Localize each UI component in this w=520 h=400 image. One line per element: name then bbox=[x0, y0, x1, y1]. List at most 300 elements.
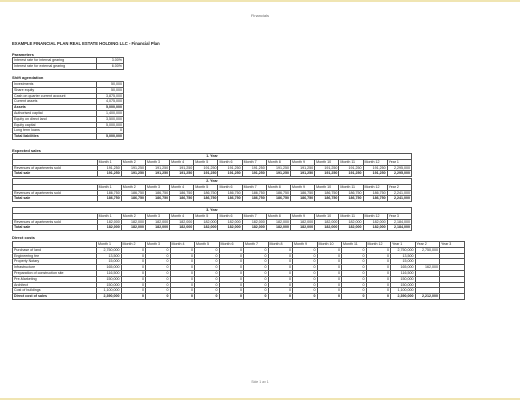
column-header: Month 2 bbox=[121, 213, 145, 219]
cell-value: 0 bbox=[317, 253, 342, 259]
column-header: Month 8 bbox=[268, 242, 293, 248]
cell-value: 0 bbox=[317, 259, 342, 265]
top-border bbox=[0, 0, 520, 2]
cell-value: 191,250 bbox=[97, 171, 121, 177]
cell-value: 150,000 bbox=[97, 282, 122, 288]
cell-value: 191,250 bbox=[242, 165, 266, 171]
cell-value: 2,212,000 bbox=[415, 294, 440, 300]
column-header: Month 9 bbox=[293, 242, 318, 248]
column-header: Month 11 bbox=[342, 242, 367, 248]
cell-value: 186,750 bbox=[266, 196, 290, 202]
year-title: 1. Year bbox=[13, 154, 412, 160]
expected-sales-heading: Expected sales bbox=[12, 148, 41, 153]
cell-value: 0 bbox=[195, 288, 220, 294]
cell-value: 182,000 bbox=[363, 225, 387, 231]
table-row bbox=[13, 63, 124, 69]
cell-value: 0 bbox=[170, 259, 195, 265]
cell-value: 0 bbox=[146, 276, 171, 282]
cell-value: 0 bbox=[293, 276, 318, 282]
cell-value: 0 bbox=[244, 288, 269, 294]
row-label: Assets bbox=[13, 105, 97, 111]
row-label: Equity capital bbox=[13, 122, 97, 128]
cell-value: 0 bbox=[244, 259, 269, 265]
cell-value: 0 bbox=[268, 294, 293, 300]
row-label: Purchase of land bbox=[13, 247, 97, 253]
cell-value: 1,100,000 bbox=[391, 288, 416, 294]
row-label: Investments bbox=[13, 82, 97, 88]
column-header: Month 8 bbox=[266, 159, 290, 165]
cell-value: 186,750 bbox=[194, 196, 218, 202]
column-header: Month 7 bbox=[242, 213, 266, 219]
cell-value: 186,750 bbox=[290, 190, 314, 196]
cell-value: 182,000 bbox=[194, 225, 218, 231]
row-label: Revenues of apartments sold bbox=[13, 219, 98, 225]
row-label: Cash on quarter current account bbox=[13, 93, 97, 99]
row-value: 6.00% bbox=[97, 63, 124, 69]
sales-table-year-1 bbox=[12, 153, 412, 177]
column-header: Year 3 bbox=[440, 242, 465, 248]
row-label: Engineering fee bbox=[13, 253, 97, 259]
cell-value: 182,000 bbox=[145, 219, 169, 225]
column-header: Month 10 bbox=[315, 213, 339, 219]
cell-value: 191,250 bbox=[315, 165, 339, 171]
column-header: Month 11 bbox=[339, 213, 363, 219]
cell-value: 182,000 bbox=[242, 225, 266, 231]
cell-value: 182,000 bbox=[145, 225, 169, 231]
cell-value: 186,750 bbox=[315, 196, 339, 202]
cell-value: 0 bbox=[317, 282, 342, 288]
cell-value: 0 bbox=[293, 270, 318, 276]
cell-value: 182,000 bbox=[97, 225, 121, 231]
column-header: Year 1 bbox=[391, 242, 416, 248]
cell-value: 0 bbox=[268, 259, 293, 265]
column-header: Month 7 bbox=[242, 184, 266, 190]
cell-value: 0 bbox=[268, 288, 293, 294]
cell-value: 186,750 bbox=[145, 196, 169, 202]
row-label: Direct cost of sales bbox=[13, 294, 97, 300]
row-value: 5,000,000 bbox=[97, 122, 124, 128]
cell-value: 0 bbox=[293, 247, 318, 253]
cell-value: 182,000 bbox=[266, 219, 290, 225]
cell-value: 191,250 bbox=[315, 171, 339, 177]
cell-value: 0 bbox=[195, 270, 220, 276]
cell-value: 182,000 bbox=[290, 219, 314, 225]
cell-value: 150,000 bbox=[391, 276, 416, 282]
cell-value: 182,000 bbox=[194, 219, 218, 225]
row-value: 3,875,000 bbox=[97, 93, 124, 99]
cell-value: 182,000 bbox=[315, 219, 339, 225]
cell-value: 191,250 bbox=[121, 165, 145, 171]
row-label: Cost of buildings bbox=[13, 288, 97, 294]
cell-value: 0 bbox=[342, 247, 367, 253]
cell-value: 0 bbox=[170, 253, 195, 259]
cell-value: 0 bbox=[219, 294, 244, 300]
cell-value: 0 bbox=[146, 294, 171, 300]
column-header: Month 3 bbox=[145, 159, 169, 165]
cell-value: 0 bbox=[195, 282, 220, 288]
cell-value: 0 bbox=[293, 288, 318, 294]
cell-value: 0 bbox=[366, 259, 391, 265]
table-row bbox=[13, 171, 412, 177]
cell-value: 0 bbox=[244, 294, 269, 300]
column-header: Month 2 bbox=[121, 184, 145, 190]
cell-value: 0 bbox=[366, 265, 391, 271]
cell-value: 0 bbox=[366, 253, 391, 259]
cell-value: 182,000 bbox=[290, 225, 314, 231]
cell-value: 191,250 bbox=[170, 171, 194, 177]
year-title: 3. Year bbox=[13, 208, 412, 214]
cell-value: 191,250 bbox=[218, 171, 242, 177]
table-row bbox=[13, 225, 412, 231]
cell-value: 182,000 bbox=[339, 219, 363, 225]
cell-value: 0 bbox=[170, 276, 195, 282]
column-header: Month 5 bbox=[194, 159, 218, 165]
cell-value: 0 bbox=[244, 276, 269, 282]
column-header: Month 7 bbox=[244, 242, 269, 248]
column-header: Month 6 bbox=[218, 159, 242, 165]
cell-value: 182,000 bbox=[121, 219, 145, 225]
column-header: Month 11 bbox=[339, 159, 363, 165]
cell-value: 186,750 bbox=[339, 190, 363, 196]
cell-value: 182,000 bbox=[218, 225, 242, 231]
cell-value: 191,250 bbox=[266, 165, 290, 171]
cell-value: 0 bbox=[342, 276, 367, 282]
column-header: Month 10 bbox=[315, 159, 339, 165]
cell-value: 0 bbox=[146, 265, 171, 271]
parameters-heading: Parameters bbox=[12, 52, 34, 57]
row-value: 4,075,000 bbox=[97, 99, 124, 105]
table-row bbox=[13, 134, 124, 140]
cell-value: 0 bbox=[219, 288, 244, 294]
cell-value: 0 bbox=[219, 265, 244, 271]
row-label: Current assets bbox=[13, 99, 97, 105]
cell-value: 191,250 bbox=[170, 165, 194, 171]
cell-value: 2,750,000 bbox=[391, 247, 416, 253]
cell-value: 0 bbox=[366, 276, 391, 282]
row-value: 5,000,000 bbox=[97, 134, 124, 140]
cell-value: 191,250 bbox=[290, 165, 314, 171]
column-header: Month 12 bbox=[366, 242, 391, 248]
cell-value: 182,000 bbox=[266, 225, 290, 231]
column-header: Month 4 bbox=[170, 159, 194, 165]
cell-value: 186,750 bbox=[339, 196, 363, 202]
cell-value: 0 bbox=[170, 247, 195, 253]
cell-value: 0 bbox=[317, 265, 342, 271]
column-header: Month 1 bbox=[97, 184, 121, 190]
row-label: Long term loans bbox=[13, 128, 97, 134]
cell-value: 0 bbox=[342, 253, 367, 259]
row-label: Property Notary bbox=[13, 259, 97, 265]
row-label: Pre-Marketing bbox=[13, 276, 97, 282]
cell-value: 186,750 bbox=[266, 190, 290, 196]
column-header: Month 6 bbox=[218, 213, 242, 219]
cell-value: 0 bbox=[121, 253, 146, 259]
cell-value: 0 bbox=[170, 294, 195, 300]
cell-value: 186,750 bbox=[121, 196, 145, 202]
cell-value: 0 bbox=[121, 288, 146, 294]
cell-value: 2,295,000 bbox=[387, 171, 411, 177]
cell-value: 0 bbox=[244, 253, 269, 259]
cell-value: 150,000 bbox=[97, 276, 122, 282]
cell-value: 186,750 bbox=[218, 196, 242, 202]
cell-value: 162,000 bbox=[415, 265, 440, 271]
row-label: Equity on direct land bbox=[13, 116, 97, 122]
cell-value: 0 bbox=[146, 270, 171, 276]
direct-costs-heading: Direct costs bbox=[12, 235, 35, 240]
cell-value: 182,000 bbox=[170, 225, 194, 231]
cell-value: 2,184,000 bbox=[387, 225, 411, 231]
cell-value: 0 bbox=[146, 259, 171, 265]
cell-value: 0 bbox=[268, 253, 293, 259]
row-label: Share equity bbox=[13, 87, 97, 93]
cell-value: 0 bbox=[293, 259, 318, 265]
column-header: Month 1 bbox=[97, 242, 122, 248]
cell-value: 0 bbox=[170, 288, 195, 294]
cell-value: 0 bbox=[244, 282, 269, 288]
cell-value: 0 bbox=[293, 282, 318, 288]
cell-value: 186,750 bbox=[97, 196, 121, 202]
cell-value: 15,000 bbox=[391, 259, 416, 265]
row-label: Interest rate for internal gearing bbox=[13, 58, 97, 64]
cell-value: 191,250 bbox=[145, 171, 169, 177]
row-label: Interest rate for external gearing bbox=[13, 63, 97, 69]
cell-value: 186,750 bbox=[121, 190, 145, 196]
cell-value: 0 bbox=[121, 276, 146, 282]
column-header: Year 3 bbox=[387, 213, 411, 219]
column-header: Month 5 bbox=[195, 242, 220, 248]
cell-value: 182,000 bbox=[363, 219, 387, 225]
column-header: Month 6 bbox=[218, 184, 242, 190]
cell-value: 2,184,000 bbox=[387, 219, 411, 225]
cell-value: 165,000 bbox=[391, 265, 416, 271]
cell-value: 0 bbox=[342, 288, 367, 294]
cell-value: 0 bbox=[268, 282, 293, 288]
cell-value: 0 bbox=[121, 282, 146, 288]
cell-value: 186,750 bbox=[290, 196, 314, 202]
sales-table-year-2 bbox=[12, 178, 412, 202]
row-value: 50,000 bbox=[97, 82, 124, 88]
row-value: 1,400,000 bbox=[97, 110, 124, 116]
cell-value: 0 bbox=[170, 282, 195, 288]
cell-value: 191,250 bbox=[97, 165, 121, 171]
cell-value: 0 bbox=[293, 294, 318, 300]
cell-value: 165,000 bbox=[97, 265, 122, 271]
column-header: Month 7 bbox=[242, 159, 266, 165]
cell-value: 186,750 bbox=[315, 190, 339, 196]
cell-value: 0 bbox=[293, 265, 318, 271]
cell-value: 0 bbox=[219, 270, 244, 276]
row-label: Revenues of apartments sold bbox=[13, 165, 98, 171]
row-label: Total sale bbox=[13, 171, 98, 177]
row-value: 50,000 bbox=[97, 87, 124, 93]
cell-value: 191,250 bbox=[339, 165, 363, 171]
cell-value: 0 bbox=[219, 276, 244, 282]
document-title: EXAMPLE FINANCIAL PLAN REAL ESTATE HOLDING LLC - Financial Plan bbox=[12, 41, 160, 46]
cell-value: 116,500 bbox=[391, 270, 416, 276]
cell-value: 0 bbox=[317, 276, 342, 282]
cell-value: 186,750 bbox=[218, 190, 242, 196]
cell-value: 182,000 bbox=[242, 219, 266, 225]
cell-value: 0 bbox=[317, 270, 342, 276]
cell-value: 0 bbox=[342, 265, 367, 271]
cell-value: 116,500 bbox=[97, 270, 122, 276]
column-header: Month 10 bbox=[315, 184, 339, 190]
column-header: Month 1 bbox=[97, 159, 121, 165]
column-header: Month 11 bbox=[339, 184, 363, 190]
page-header: Financials bbox=[250, 13, 269, 18]
cell-value: 191,250 bbox=[266, 171, 290, 177]
cell-value: 0 bbox=[366, 282, 391, 288]
cell-value: 0 bbox=[195, 265, 220, 271]
cell-value: 191,250 bbox=[363, 165, 387, 171]
cell-value: 186,750 bbox=[97, 190, 121, 196]
cell-value: 1,100,000 bbox=[97, 288, 122, 294]
cell-value: 0 bbox=[121, 259, 146, 265]
table-row bbox=[13, 294, 465, 300]
cell-value: 0 bbox=[342, 259, 367, 265]
cell-value: 0 bbox=[146, 247, 171, 253]
cell-value: 191,250 bbox=[363, 171, 387, 177]
column-header: Month 4 bbox=[170, 242, 195, 248]
cell-value: 186,750 bbox=[145, 190, 169, 196]
cell-value: 0 bbox=[121, 270, 146, 276]
cell-value: 13,500 bbox=[97, 253, 122, 259]
cell-value: 191,250 bbox=[194, 165, 218, 171]
cell-value: 0 bbox=[317, 247, 342, 253]
row-label: Authorised capital bbox=[13, 110, 97, 116]
cell-value: 0 bbox=[121, 294, 146, 300]
cell-value: 2,241,000 bbox=[387, 190, 411, 196]
row-value: 0 bbox=[97, 128, 124, 134]
cell-value: 2,750,000 bbox=[415, 247, 440, 253]
row-label: Revenues of apartments sold bbox=[13, 190, 98, 196]
cell-value: 0 bbox=[317, 294, 342, 300]
cell-value: 182,000 bbox=[315, 225, 339, 231]
column-header: Month 10 bbox=[317, 242, 342, 248]
column-header: Month 8 bbox=[266, 213, 290, 219]
cell-value: 2,295,000 bbox=[387, 165, 411, 171]
cell-value: 0 bbox=[244, 247, 269, 253]
column-header: Month 9 bbox=[290, 213, 314, 219]
cell-value: 0 bbox=[244, 265, 269, 271]
cell-value: 0 bbox=[219, 247, 244, 253]
column-header: Month 6 bbox=[219, 242, 244, 248]
shift-heading: Shift agendation bbox=[12, 75, 44, 80]
column-header: Month 5 bbox=[194, 213, 218, 219]
cell-value: 0 bbox=[366, 247, 391, 253]
column-header: Year 2 bbox=[415, 242, 440, 248]
cell-value: 186,750 bbox=[242, 190, 266, 196]
row-label: Total sale bbox=[13, 196, 98, 202]
row-label: Total liabilities bbox=[13, 134, 97, 140]
cell-value: 0 bbox=[121, 265, 146, 271]
cell-value: 186,750 bbox=[194, 190, 218, 196]
column-header: Month 5 bbox=[194, 184, 218, 190]
cell-value: 0 bbox=[342, 294, 367, 300]
cell-value: 186,750 bbox=[170, 190, 194, 196]
sales-table-year-3 bbox=[12, 207, 412, 231]
column-header: Month 9 bbox=[290, 159, 314, 165]
cell-value: 0 bbox=[366, 270, 391, 276]
cell-value: 0 bbox=[342, 270, 367, 276]
column-header: Month 1 bbox=[97, 213, 121, 219]
column-header: Month 3 bbox=[145, 184, 169, 190]
cell-value: 182,000 bbox=[339, 225, 363, 231]
cell-value: 0 bbox=[268, 247, 293, 253]
cell-value: 0 bbox=[268, 265, 293, 271]
cell-value: 13,500 bbox=[391, 253, 416, 259]
table-row bbox=[13, 196, 412, 202]
page-footer: Side 1 av 1 bbox=[251, 380, 269, 384]
cell-value: 150,000 bbox=[391, 282, 416, 288]
direct-costs-table bbox=[12, 241, 465, 300]
cell-value: 186,750 bbox=[363, 190, 387, 196]
row-label: Total sale bbox=[13, 225, 98, 231]
cell-value: 0 bbox=[195, 259, 220, 265]
column-header: Year 1 bbox=[387, 159, 411, 165]
row-value: 3,500,000 bbox=[97, 116, 124, 122]
cell-value: 191,250 bbox=[290, 171, 314, 177]
cell-value bbox=[440, 294, 465, 300]
column-header: Month 3 bbox=[145, 213, 169, 219]
cell-value: 0 bbox=[366, 288, 391, 294]
cell-value: 0 bbox=[219, 253, 244, 259]
cell-value: 0 bbox=[219, 259, 244, 265]
cell-value: 191,250 bbox=[194, 171, 218, 177]
cell-value: 191,250 bbox=[121, 171, 145, 177]
column-header: Month 4 bbox=[170, 184, 194, 190]
column-header: Month 12 bbox=[363, 213, 387, 219]
row-label: Architect bbox=[13, 282, 97, 288]
cell-value: 0 bbox=[195, 253, 220, 259]
cell-value: 191,250 bbox=[145, 165, 169, 171]
cell-value: 0 bbox=[268, 276, 293, 282]
cell-value: 0 bbox=[146, 282, 171, 288]
row-label: Preparation of construction site bbox=[13, 270, 97, 276]
parameters-table bbox=[12, 57, 124, 70]
cell-value: 0 bbox=[146, 253, 171, 259]
cell-value: 0 bbox=[195, 294, 220, 300]
cell-value: 0 bbox=[366, 294, 391, 300]
cell-value: 182,000 bbox=[218, 219, 242, 225]
column-header: Month 8 bbox=[266, 184, 290, 190]
cell-value: 182,000 bbox=[121, 225, 145, 231]
cell-value: 191,250 bbox=[339, 171, 363, 177]
row-value: 3.00% bbox=[97, 58, 124, 64]
shift-table bbox=[12, 81, 124, 140]
cell-value: 191,250 bbox=[242, 171, 266, 177]
row-label: Infrastructure bbox=[13, 265, 97, 271]
cell-value: 0 bbox=[170, 265, 195, 271]
column-header: Month 4 bbox=[170, 213, 194, 219]
cell-value: 0 bbox=[317, 288, 342, 294]
cell-value: 0 bbox=[244, 270, 269, 276]
cell-value: 0 bbox=[146, 288, 171, 294]
column-header: Year 2 bbox=[387, 184, 411, 190]
cell-value: 15,000 bbox=[97, 259, 122, 265]
cell-value: 186,750 bbox=[242, 196, 266, 202]
cell-value: 0 bbox=[170, 270, 195, 276]
cell-value: 2,390,000 bbox=[391, 294, 416, 300]
column-header: Month 2 bbox=[121, 242, 146, 248]
row-value: 5,000,000 bbox=[97, 105, 124, 111]
cell-value: 182,000 bbox=[97, 219, 121, 225]
column-header: Month 12 bbox=[363, 184, 387, 190]
cell-value: 0 bbox=[342, 282, 367, 288]
column-header: Month 2 bbox=[121, 159, 145, 165]
cell-value: 186,750 bbox=[363, 196, 387, 202]
column-header: Month 9 bbox=[290, 184, 314, 190]
